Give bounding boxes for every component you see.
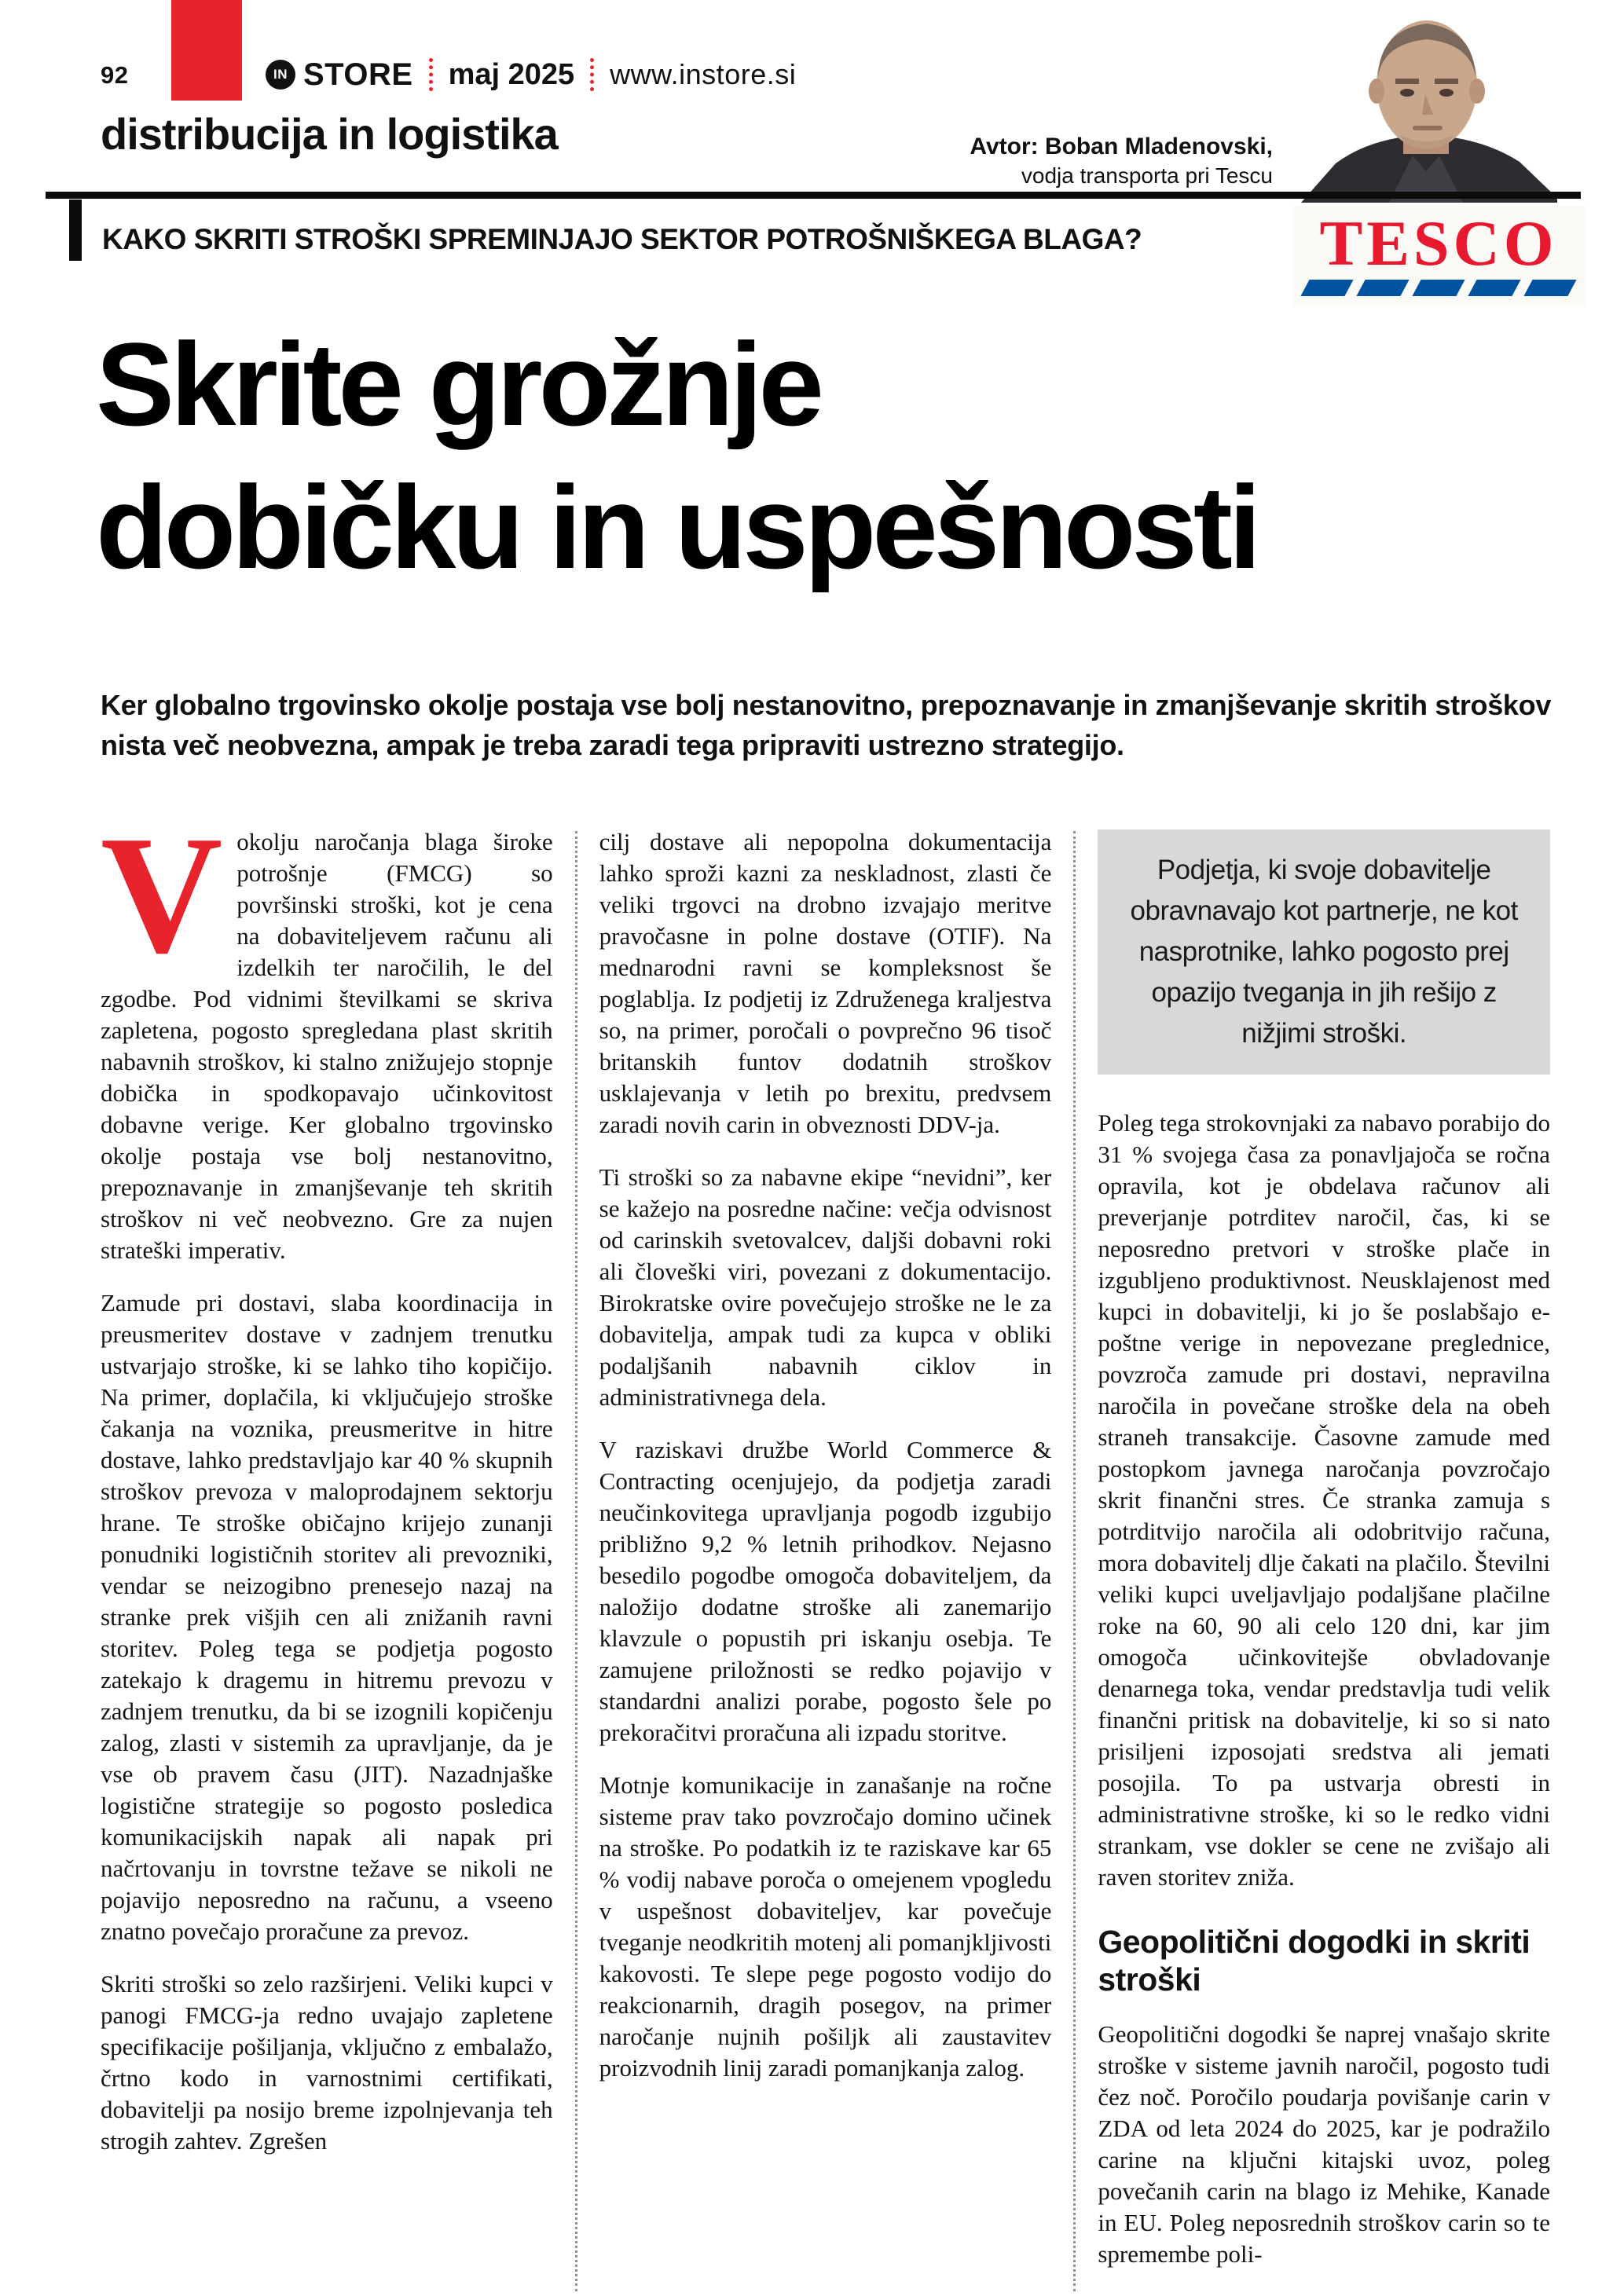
paragraph: Skriti stroški so zelo razširjeni. Veliki kupci v panogi FMCG-ja redno uvajajo zapletene specifikacije pošiljanja, vključno z embalažo, črtno kodo in varnostnimi certifikati, dobavitelji pa nosijo breme izpolnjevanja teh strogih zahtev. Zgrešen: [101, 1970, 553, 2155]
column-1: [101, 800, 553, 2291]
paragraph: Geopolitični dogodki še naprej vnašajo skrite stroške v sisteme javnih naročil, pogosto tudi čez noč. Poročilo poudarja povišanje carin v ZDA od leta 2024 do 2025, kar je podražilo carine na ključni kitajski uvoz, poleg povečanih carin na blago iz Mehike, Kanade in EU. Poleg neposrednih stroškov carin so te spremembe poli-: [1098, 2020, 1551, 2268]
author-name: Avtor: Boban Mladenovski,: [970, 134, 1273, 159]
tesco-dash: [1356, 280, 1409, 296]
paragraph: V raziskavi družbe World Commerce & Contracting ocenjujejo, da podjetja zaradi neučinkovitega upravljanja pogodb izgubijo približno 9,2 % letnih prihodkov. Nejasno besedilo pogodbe omogoča dobaviteljem, da naložijo dodatne stroške ali zanemarijo klavzule o popustih pri iskanju osebja. Te zamujene priložnosti se redko pojavijo v standardni analizi porabe, pogosto šele po prekoračitvi proračuna ali izpadu storitve.: [599, 1436, 1052, 1746]
tesco-logo: [1292, 206, 1585, 307]
headline-line2: dobičku in uspešnosti: [96, 461, 1258, 593]
author-block: [970, 132, 1273, 189]
paragraph: Zamude pri dostavi, slaba koordinacija in preusmeritev dostave v zadnjem trenutku ustvarjajo stroške, ki se lahko tiho kopičijo. Na primer, doplačila, ki vključujejo stroške čakanja na voznika, preusmeritve in hitre dostave, lahko predstavljajo kar 40 % skupnih stroškov prevoza v maloprodajnem sektorju hrane. Te stroške običajno krijejo zunanji ponudniki logističnih storitev ali prevozniki, vendar se neizogibno prenesejo nazaj na stranke prek višjih cen ali znižanih ravni storitev. Poleg tega se podjetja pogosto zatekajo k dragemu in hitremu prevozu v zadnjem trenutku, da bi se izognili kopičenju zalog, zlasti v sistemih za upravljanje, da je vse ob pravem času (JIT). Nazadnjaške logistične strategije so pogosto posledica komunikacijskih napak ali napak pri načrtovanju in tovrstne težave se nikoli ne pojavijo neposredno na računu, a vseeno znatno povečajo proračune za prevoz.: [101, 1289, 553, 1945]
headline-line1: Skrite grožnje: [96, 318, 820, 450]
kicker-row: [69, 200, 1142, 261]
column-divider: [575, 831, 577, 2291]
tesco-dash: [1468, 280, 1520, 296]
tesco-dash: [1412, 280, 1465, 296]
paragraph: Poleg tega strokovnjaki za nabavo porabijo do 31 % svojega časa za ponavljajoča se ročna opravila, kot je obdelava računov ali preverjanje potrditev naročil, čas, ki se neposredno pretvori v stroške plače in izgubljeno produktivnost. Neusklajenost med kupci in dobavitelji, ki jo še poslabšajo e-poštne verige in nepovezane preglednice, povzroča zamude pri dostavi, nepravilna naročila in povečane stroške dela na obeh straneh transakcije. Časovne zamude med postopkom javnega naročanja povzročajo skrit finančni stres. Če stranka zamuja s potrditvijo naročila ali odobritvijo računa, mora dobavitelj dlje čakati na plačilo. Številni veliki kupci uveljavljajo podaljšane plačilne roke na 60, 90 ali celo 120 dni, kar jim omogoča učinkovitejše obvladovanje denarnega toka, vendar predstavlja tudi velik finančni pritisk na dobavitelje, ki so si nato prisiljeni izposojati sredstva ali jemati posojila. To pa ustvarja obresti in administrativne stroške, ki so le redko vidni strankam, vse dokler se cene ne zvišajo ali raven storitev zniža.: [1098, 1109, 1551, 1891]
subheading: Geopolitični dogodki in skriti stroški: [1098, 1924, 1531, 1998]
instore-logo-icon: IN: [266, 60, 295, 90]
masthead-divider: [429, 58, 433, 91]
page-number: 92: [101, 61, 129, 89]
paragraph: cilj dostave ali nepopolna dokumentacija lahko sproži kazni za neskladnost, zlasti če veliki trgovci na drobno izvajajo meritve pravočasne in polne dostave (OTIF). Na mednarodni ravni se kompleksnost še poglablja. Iz podjetij iz Združenega kraljestva so, na primer, poročali o povprečno 96 tisoč britanskih funtov dodatnih stroškov usklajevanja v letih po brexitu, predvsem zaradi novih carin in obveznosti DDV-ja.: [599, 828, 1052, 1138]
column-2: [599, 826, 1052, 2291]
author-photo: [1295, 9, 1557, 203]
kicker: KAKO SKRITI STROŠKI SPREMINJAJO SEKTOR POTROŠNIŠKEGA BLAGA?: [102, 223, 1142, 255]
paragraph: Ti stroški so za nabavne ekipe “nevidni”, ker se kažejo na posredne načine: večja odvisnost od carinskih svetovalcev, daljši dobavni roki ali človeški viri, povezani z dokumentacijo. Birokratske ovire povečujejo stroške ne le za dobavitelja, ampak tudi za kupca v obliki podaljšanih nabavnih ciklov in administrativnega dela.: [599, 1163, 1052, 1411]
website-url: www.instore.si: [610, 58, 797, 90]
drop-cap: V: [101, 800, 223, 988]
article-body: [101, 800, 1551, 2291]
standfirst: Ker globalno trgovinsko okolje postaja vse bolj nestanovitno, prepoznavanje in zmanjševanje skritih stroškov nista več neobvezna, ampak je treba zaradi tega pripraviti ustrezno strategijo.: [101, 689, 1552, 761]
masthead-red-block: [171, 0, 242, 101]
author-role: vodja transporta pri Tescu: [1021, 163, 1273, 188]
masthead: [266, 57, 796, 93]
column-divider: [1073, 831, 1076, 2291]
paragraph-text: okolju naročanja blaga široke potrošnje (FMCG) so površinski stroški, kot je cena na dobaviteljevem računu ali izdelkih ter naročilih, le del zgodbe. Pod vidnimi številkami se skriva zapletena, pogosto spregledana plast skritih nabavnih stroškov, ki stalno znižujejo stopnje dobička in spodkopavajo učinkovitost dobavne verige. Ker globalno trgovinsko okolje postaja vse bolj nestanovitno, prepoznavanje in zmanjševanje teh skritih stroškov ni več neobvezno. Gre za nujen strateški imperativ.: [101, 828, 553, 1264]
headline: [96, 313, 1258, 599]
masthead-divider: [590, 58, 594, 91]
kicker-bar: [69, 200, 82, 261]
section-title: distribucija in logistika: [101, 109, 558, 159]
paragraph: [101, 800, 553, 1266]
tesco-dashes: [1292, 280, 1585, 296]
magazine-title: STORE: [303, 57, 413, 92]
tesco-dash: [1523, 280, 1576, 296]
header-rule: [46, 192, 1581, 199]
paragraph: Motnje komunikacije in zanašanje na ročne sisteme prav tako povzročajo domino učinek na stroške. Po podatkih iz te raziskave kar 65 % vodij nabave poroča o omejenem vpogledu v uspešnost dobaviteljev, kar povečuje tveganje neodkritih motenj ali pomanjkljivosti kakovosti. Te slepe pege pogosto vodijo do reakcionarnih, dragih posegov, na primer naročanje nujnih pošiljk ali zaustavitev proizvodnih linij zaradi pomanjkanja zalog.: [599, 1771, 1052, 2082]
tesco-wordmark: TESCO: [1319, 207, 1558, 279]
issue-date: maj 2025: [448, 57, 575, 91]
pull-quote: Podjetja, ki svoje dobavitelje obravnavajo kot partnerje, ne kot nasprotnike, lahko pogosto prej opazijo tveganja in jih rešijo z nižjimi stroški.: [1098, 829, 1550, 1075]
column-3: [1098, 826, 1550, 2291]
tesco-dash: [1300, 280, 1353, 296]
